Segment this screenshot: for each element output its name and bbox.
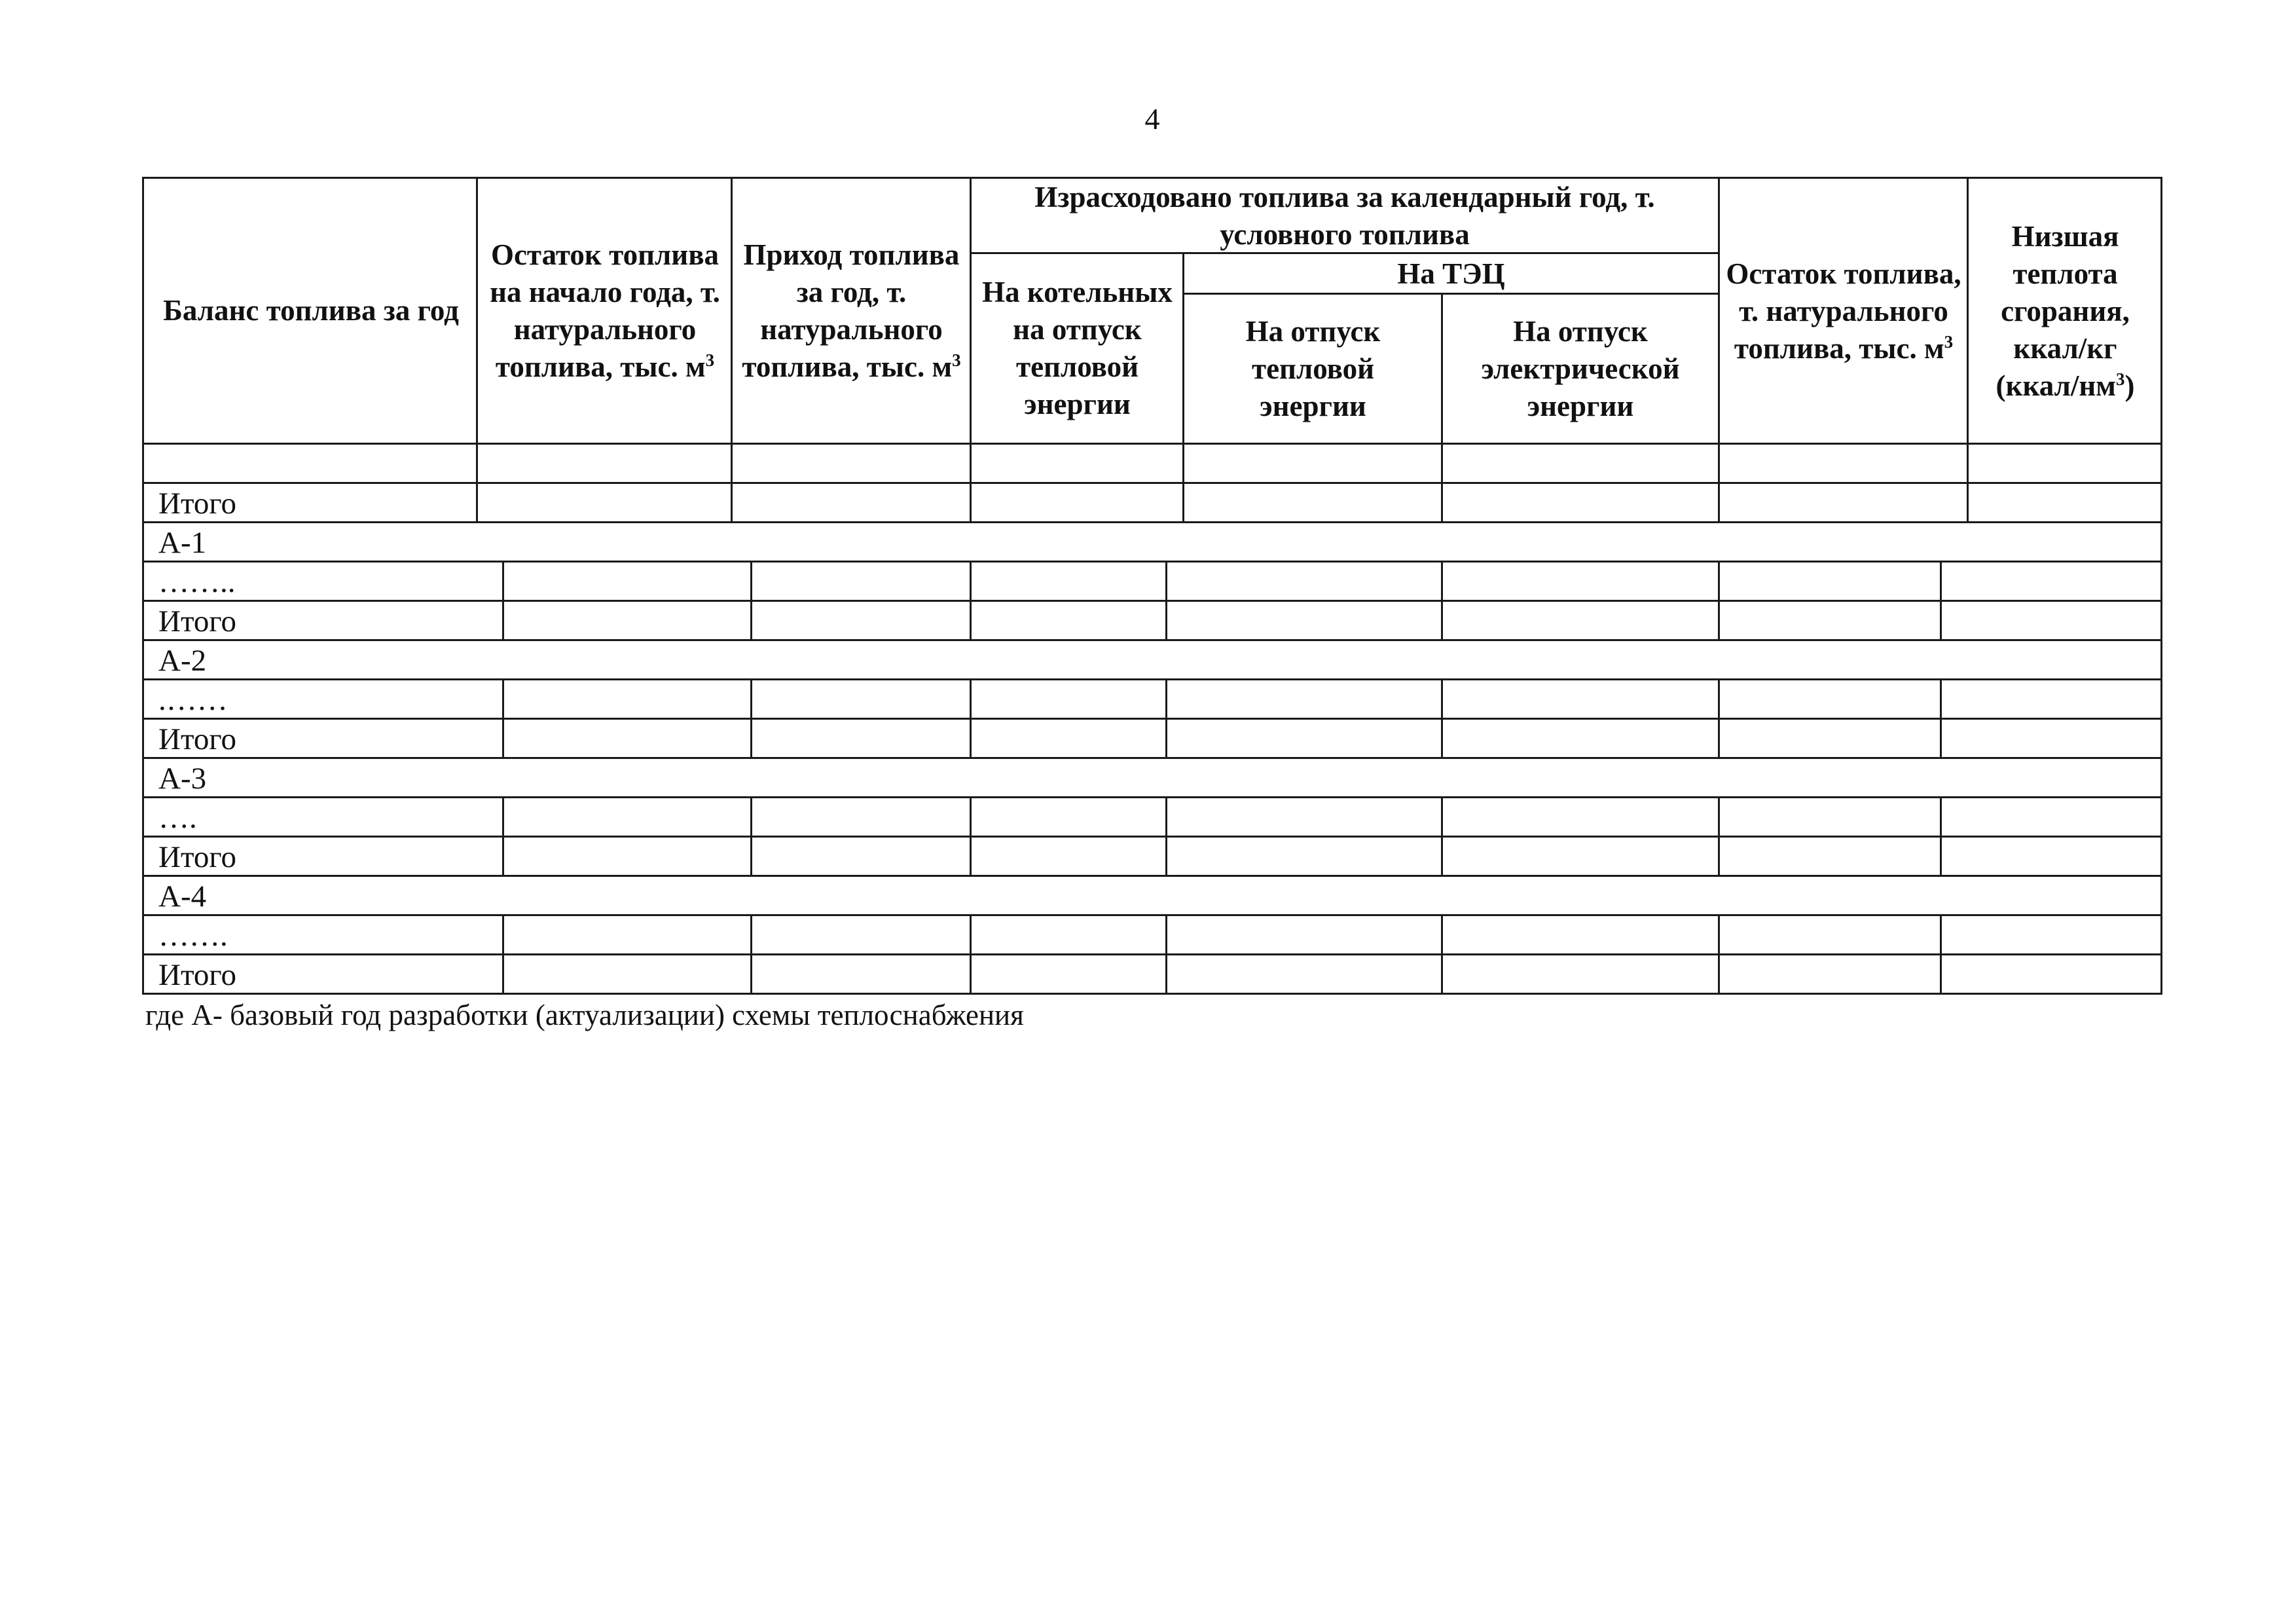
row-divider <box>142 561 2162 563</box>
column-divider <box>1182 443 1184 522</box>
header-heat-value-text: Низшая теплота сгорания, ккал/кг (ккал/нм <box>1995 219 2130 402</box>
table-border-top <box>142 177 2162 179</box>
header-chp-heat: На отпуск тепловой энергии <box>1245 314 1381 422</box>
column-divider <box>1940 561 1942 640</box>
row-divider <box>142 757 2162 759</box>
header-divider <box>1182 293 1720 295</box>
column-divider <box>502 914 504 993</box>
column-divider <box>1718 678 1720 758</box>
row-divider <box>142 482 2162 484</box>
column-divider <box>502 678 504 758</box>
row-label: …. <box>158 800 197 835</box>
column-divider <box>1165 796 1167 876</box>
column-divider <box>1940 914 1942 993</box>
header-end-remainder <box>1719 190 1969 432</box>
column-divider <box>750 561 752 640</box>
column-divider <box>502 796 504 876</box>
header-income <box>732 190 971 432</box>
row-divider <box>142 953 2162 955</box>
column-divider <box>1718 796 1720 876</box>
row-divider <box>142 443 2162 445</box>
header-end-remainder-text: Остаток топлива, т. натурального топлива, тыс. м <box>1726 257 1961 365</box>
column-divider <box>1441 561 1443 640</box>
header-divider <box>970 252 1720 254</box>
column-divider <box>1940 678 1942 758</box>
column-divider <box>1165 561 1167 640</box>
row-label: Итого <box>158 486 236 521</box>
header-boilers: На котельных на отпуск тепловой энергии <box>982 276 1173 420</box>
row-divider <box>142 914 2162 916</box>
header-chp-power: На отпуск электрической энергии <box>1481 314 1680 422</box>
column-divider <box>476 177 478 522</box>
header-divider <box>1182 252 1184 443</box>
column-divider <box>750 796 752 876</box>
column-divider <box>1940 796 1942 876</box>
row-divider <box>142 639 2162 641</box>
header-start-remainder <box>478 190 732 432</box>
row-label: Итого <box>158 840 236 874</box>
header-heat-value-sup: 3 <box>2115 369 2125 389</box>
header-income-sup: 3 <box>952 350 961 370</box>
row-label: А-4 <box>158 879 207 913</box>
table-border-bottom <box>142 993 2162 995</box>
column-divider <box>1718 561 1720 640</box>
header-heat-value <box>1969 196 2162 426</box>
row-divider <box>142 600 2162 602</box>
column-divider <box>970 796 972 876</box>
table-border-right <box>2160 177 2162 995</box>
column-divider <box>1165 678 1167 758</box>
table-border-left <box>142 177 144 995</box>
row-label <box>144 443 478 483</box>
row-label: А-3 <box>158 761 207 796</box>
row-label: А-1 <box>158 525 207 560</box>
header-chp-group: На ТЭЦ <box>1397 257 1505 290</box>
column-divider <box>970 914 972 993</box>
column-divider <box>1441 443 1443 522</box>
row-divider <box>142 521 2162 523</box>
row-label: А-2 <box>158 643 207 678</box>
row-label: Итого <box>158 957 236 992</box>
column-divider <box>970 561 972 640</box>
column-divider <box>970 177 972 522</box>
header-heat-value-tail: ) <box>2124 369 2135 402</box>
row-divider <box>142 718 2162 720</box>
row-label: Итого <box>158 604 236 638</box>
header-divider <box>1441 293 1443 443</box>
column-divider <box>1165 914 1167 993</box>
header-fuel-balance: Баланс топлива за год <box>163 294 459 327</box>
row-label: .…… <box>158 682 228 717</box>
column-divider <box>1718 914 1720 993</box>
header-start-remainder-sup: 3 <box>705 350 715 370</box>
column-divider <box>750 914 752 993</box>
column-divider <box>1441 796 1443 876</box>
column-divider <box>970 678 972 758</box>
row-divider <box>142 796 2162 798</box>
column-divider <box>731 177 733 522</box>
header-income-text: Приход топлива за год, т. натурального топлива, тыс. м <box>742 238 960 383</box>
header-start-remainder-text: Остаток топлива на начало года, т. натурального топлива, тыс. м <box>490 238 720 383</box>
row-divider <box>142 678 2162 680</box>
column-divider <box>1967 177 1969 522</box>
column-divider <box>1441 914 1443 993</box>
row-divider <box>142 875 2162 877</box>
column-divider <box>1441 678 1443 758</box>
header-consumed-group: Израсходовано топлива за календарный год, т. условного топлива <box>1034 180 1655 251</box>
footnote: где А- базовый год разработки (актуализации) схемы теплоснабжения <box>145 999 1024 1031</box>
page-number: 4 <box>1144 102 1160 136</box>
column-divider <box>1718 177 1720 522</box>
row-divider <box>142 836 2162 838</box>
row-label: ……. <box>158 918 228 953</box>
row-label: …….. <box>158 564 236 599</box>
header-end-remainder-sup: 3 <box>1944 331 1954 352</box>
column-divider <box>750 678 752 758</box>
column-divider <box>502 561 504 640</box>
row-label: Итого <box>158 722 236 756</box>
